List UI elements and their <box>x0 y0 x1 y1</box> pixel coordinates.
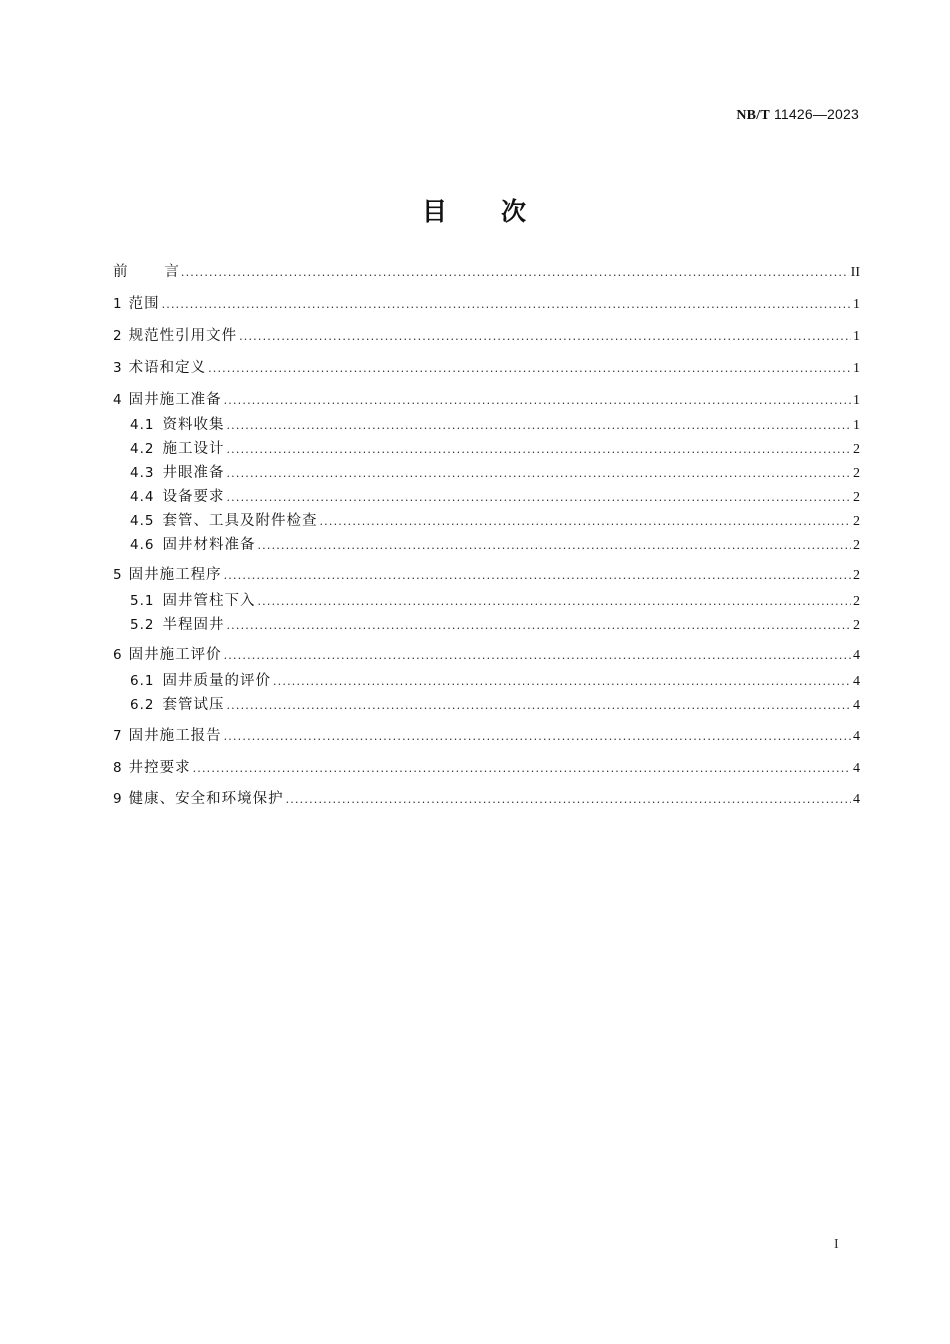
toc-entry[interactable] <box>130 695 860 715</box>
toc-entry-number: 4.2 <box>130 441 155 457</box>
toc-entry-page: 1 <box>853 418 860 433</box>
toc-entry[interactable] <box>113 645 860 665</box>
toc-entry-page: 2 <box>853 490 860 505</box>
toc-entry-label: 固井施工准备 <box>128 392 222 408</box>
toc-entry-page: 2 <box>853 568 860 583</box>
toc-entry-label: 健康、安全和环境保护 <box>128 791 284 807</box>
toc-entry-label: 施工设计 <box>162 441 225 457</box>
toc-entry-page: 1 <box>853 329 860 344</box>
toc-entry-page: 4 <box>853 729 860 744</box>
toc-entry-page: 4 <box>853 674 860 689</box>
toc-entry-label: 固井施工评价 <box>128 647 222 663</box>
toc-entry-number: 4.5 <box>130 513 155 529</box>
toc-entry-label: 半程固井 <box>162 617 225 633</box>
toc-entry-label: 资料收集 <box>162 417 225 433</box>
toc-entry-page: 2 <box>853 594 860 609</box>
toc-entry-leader <box>208 359 851 379</box>
toc-entry-label: 套管试压 <box>162 697 225 713</box>
toc-entry-page: 2 <box>853 466 860 481</box>
toc-entry-label: 规范性引用文件 <box>128 328 238 344</box>
toc-entry-leader <box>226 488 851 508</box>
toc-entry-page: 4 <box>853 761 860 776</box>
toc-entry-label: 井控要求 <box>128 760 191 776</box>
toc-entry-number: 7 <box>113 728 122 744</box>
toc-entry-page: 2 <box>853 442 860 457</box>
toc-entry[interactable] <box>130 615 860 635</box>
toc-entry-label: 术语和定义 <box>128 360 207 376</box>
toc-title-char-2: 次 <box>501 197 529 226</box>
toc-entry-number: 6.1 <box>130 673 155 689</box>
toc-entry[interactable] <box>130 671 860 691</box>
standard-prefix: NB/T <box>736 108 770 123</box>
toc-entry-page: 1 <box>853 361 860 376</box>
toc-entry-label: 固井施工报告 <box>128 728 222 744</box>
toc-entry-page: 1 <box>853 297 860 312</box>
toc-entry-leader <box>286 790 851 810</box>
toc-entry[interactable] <box>113 565 860 585</box>
toc-entry-leader <box>224 646 851 666</box>
toc-entry-number: 4.3 <box>130 465 155 481</box>
toc-entry-number: 2 <box>113 328 122 344</box>
toc-entry-label: 前 言 <box>113 264 179 280</box>
toc-entry-leader <box>226 696 851 716</box>
toc-entry-number: 8 <box>113 760 122 776</box>
toc-entry-leader <box>162 295 851 315</box>
toc-entry[interactable] <box>113 726 860 746</box>
standard-number: 11426—2023 <box>769 106 859 122</box>
toc-entry-page: 4 <box>853 698 860 713</box>
toc-entry-label: 固井管柱下入 <box>162 593 256 609</box>
toc-entry-number: 4.1 <box>130 417 155 433</box>
toc-entry[interactable] <box>113 294 860 314</box>
toc-entry-leader <box>257 536 851 556</box>
toc-entry-page: 4 <box>853 648 860 663</box>
toc-entry[interactable] <box>113 758 860 778</box>
toc-entry-page: 2 <box>853 538 860 553</box>
toc-entry-page: 4 <box>853 792 860 807</box>
toc-entry-leader <box>224 727 851 747</box>
toc-entry-label: 井眼准备 <box>162 465 225 481</box>
toc-entry-leader <box>226 440 851 460</box>
toc-entry-leader <box>273 672 851 692</box>
toc-entry[interactable] <box>130 463 860 483</box>
page-number: I <box>834 1237 839 1252</box>
toc-entry-number: 5.1 <box>130 593 155 609</box>
toc-entry[interactable] <box>113 326 860 346</box>
toc-entry-number: 9 <box>113 791 122 807</box>
toc-entry-label: 范围 <box>128 296 160 312</box>
toc-entry-page: 2 <box>853 618 860 633</box>
standard-code <box>736 106 859 124</box>
toc-entry-leader <box>319 512 851 532</box>
toc-entry[interactable] <box>130 511 860 531</box>
toc-entry[interactable] <box>130 535 860 555</box>
toc-entry-leader <box>193 759 851 779</box>
toc-entry-label: 套管、工具及附件检查 <box>162 513 318 529</box>
toc-entry-number: 4.4 <box>130 489 155 505</box>
toc-entry-label: 固井施工程序 <box>128 567 222 583</box>
toc-entry-label: 固井材料准备 <box>162 537 256 553</box>
toc-entry-leader <box>224 566 851 586</box>
toc-entry[interactable] <box>113 789 860 809</box>
toc-entry-leader <box>226 616 851 636</box>
toc-entry-leader <box>224 391 851 411</box>
toc-entry[interactable] <box>113 358 860 378</box>
toc-entry[interactable] <box>130 487 860 507</box>
toc-entry-number: 6.2 <box>130 697 155 713</box>
toc-entry-leader <box>181 263 849 283</box>
toc-entry-page: 1 <box>853 393 860 408</box>
toc-entry[interactable] <box>130 415 860 435</box>
toc-title <box>0 192 950 228</box>
toc-entry-label: 固井质量的评价 <box>162 673 271 689</box>
toc-entry[interactable] <box>113 390 860 410</box>
toc-entry-number: 3 <box>113 360 122 376</box>
toc-entry-leader <box>239 327 851 347</box>
toc-entry-page: 2 <box>853 514 860 529</box>
toc-entry-number: 5 <box>113 567 122 583</box>
toc-entry[interactable] <box>130 591 860 611</box>
toc-entry-page: II <box>850 265 860 280</box>
toc-entry-number: 5.2 <box>130 617 155 633</box>
toc-title-char-1: 目 <box>421 197 449 226</box>
toc-entry-label: 设备要求 <box>162 489 225 505</box>
toc-entry[interactable] <box>130 439 860 459</box>
toc-entry-number: 6 <box>113 647 122 663</box>
toc-entry-leader <box>226 416 851 436</box>
toc-entry-number: 4.6 <box>130 537 155 553</box>
toc-entry-leader <box>257 592 851 612</box>
toc-entry-leader <box>226 464 851 484</box>
toc-entry[interactable] <box>113 262 860 282</box>
toc-entry-number: 4 <box>113 392 122 408</box>
toc-entry-number: 1 <box>113 296 122 312</box>
